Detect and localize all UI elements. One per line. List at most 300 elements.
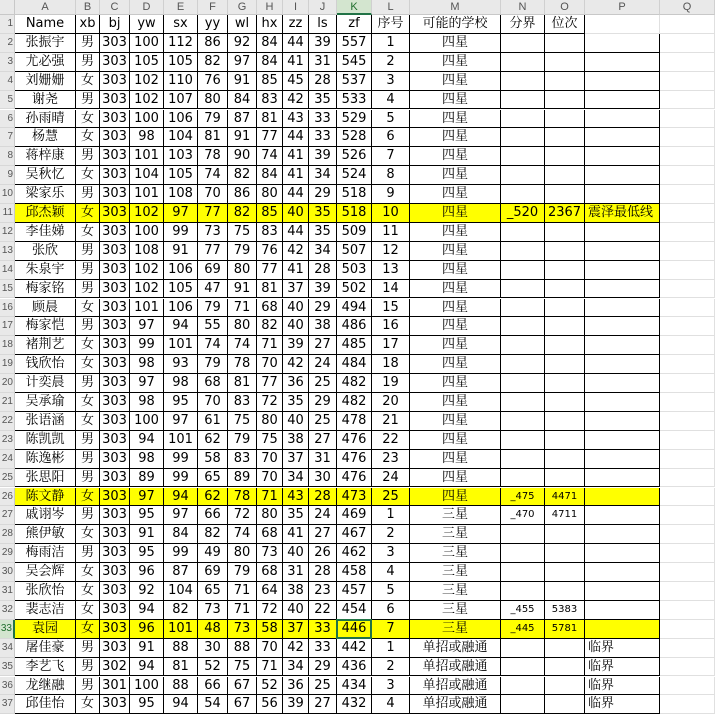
data-cell[interactable]: 303 bbox=[100, 620, 130, 639]
data-cell[interactable]: 2 bbox=[372, 658, 410, 677]
data-cell[interactable]: 6 bbox=[372, 128, 410, 147]
data-cell[interactable] bbox=[501, 544, 545, 563]
note-cell[interactable] bbox=[585, 582, 660, 601]
data-cell[interactable] bbox=[545, 128, 585, 147]
data-cell[interactable]: 94 bbox=[130, 601, 164, 620]
note-cell[interactable] bbox=[585, 469, 660, 488]
data-cell[interactable] bbox=[545, 223, 585, 242]
data-cell[interactable]: 71 bbox=[228, 582, 257, 601]
data-cell[interactable]: 85 bbox=[257, 204, 283, 223]
data-cell[interactable]: 509 bbox=[337, 223, 372, 242]
data-cell[interactable]: 97 bbox=[164, 204, 198, 223]
data-cell[interactable]: 女 bbox=[76, 128, 100, 147]
data-cell[interactable]: 四星 bbox=[410, 431, 501, 450]
name-cell[interactable]: 梅家铭 bbox=[15, 280, 76, 299]
data-cell[interactable]: 25 bbox=[309, 677, 337, 696]
row-header[interactable]: 16 bbox=[0, 299, 15, 318]
data-cell[interactable]: 28 bbox=[309, 261, 337, 280]
empty-cell[interactable] bbox=[660, 336, 715, 355]
data-cell[interactable]: 男 bbox=[76, 185, 100, 204]
header-cell[interactable]: 位次 bbox=[545, 15, 585, 34]
data-cell[interactable]: 82 bbox=[257, 317, 283, 336]
data-cell[interactable] bbox=[545, 658, 585, 677]
data-cell[interactable]: 99 bbox=[164, 450, 198, 469]
data-cell[interactable]: 303 bbox=[100, 544, 130, 563]
data-cell[interactable]: _475 bbox=[501, 488, 545, 507]
data-cell[interactable] bbox=[545, 317, 585, 336]
data-cell[interactable]: 80 bbox=[198, 91, 228, 110]
data-cell[interactable]: 75 bbox=[228, 658, 257, 677]
name-cell[interactable]: 尤必强 bbox=[15, 53, 76, 72]
data-cell[interactable]: 528 bbox=[337, 128, 372, 147]
data-cell[interactable]: 101 bbox=[164, 431, 198, 450]
data-cell[interactable]: 83 bbox=[228, 450, 257, 469]
data-cell[interactable] bbox=[501, 53, 545, 72]
column-header-k[interactable]: K bbox=[337, 0, 372, 15]
data-cell[interactable]: 79 bbox=[198, 355, 228, 374]
data-cell[interactable]: 男 bbox=[76, 658, 100, 677]
data-cell[interactable] bbox=[545, 72, 585, 91]
data-cell[interactable]: 男 bbox=[76, 374, 100, 393]
header-cell[interactable]: yy bbox=[198, 15, 228, 34]
note-cell[interactable]: 临界 bbox=[585, 658, 660, 677]
data-cell[interactable]: 533 bbox=[337, 91, 372, 110]
data-cell[interactable]: 18 bbox=[372, 355, 410, 374]
name-cell[interactable]: 张欣怡 bbox=[15, 582, 76, 601]
data-cell[interactable]: 男 bbox=[76, 450, 100, 469]
column-header-q[interactable]: Q bbox=[660, 0, 715, 15]
empty-cell[interactable] bbox=[660, 91, 715, 110]
data-cell[interactable] bbox=[545, 431, 585, 450]
data-cell[interactable]: 55 bbox=[198, 317, 228, 336]
data-cell[interactable]: 45 bbox=[283, 72, 309, 91]
header-cell[interactable]: wl bbox=[228, 15, 257, 34]
data-cell[interactable]: 男 bbox=[76, 431, 100, 450]
data-cell[interactable]: 70 bbox=[257, 639, 283, 658]
note-cell[interactable] bbox=[585, 223, 660, 242]
data-cell[interactable]: 518 bbox=[337, 204, 372, 223]
data-cell[interactable]: 单招或融通 bbox=[410, 639, 501, 658]
data-cell[interactable] bbox=[501, 110, 545, 129]
data-cell[interactable]: 303 bbox=[100, 601, 130, 620]
data-cell[interactable]: 4 bbox=[372, 563, 410, 582]
data-cell[interactable]: 四星 bbox=[410, 393, 501, 412]
data-cell[interactable]: 457 bbox=[337, 582, 372, 601]
note-cell[interactable] bbox=[585, 185, 660, 204]
name-cell[interactable]: 陈逸彬 bbox=[15, 450, 76, 469]
data-cell[interactable]: 40 bbox=[283, 317, 309, 336]
data-cell[interactable]: 19 bbox=[372, 374, 410, 393]
data-cell[interactable]: 88 bbox=[164, 639, 198, 658]
data-cell[interactable]: 95 bbox=[130, 695, 164, 714]
data-cell[interactable]: 303 bbox=[100, 34, 130, 53]
row-header[interactable]: 26 bbox=[0, 488, 15, 507]
data-cell[interactable] bbox=[501, 431, 545, 450]
data-cell[interactable]: 33 bbox=[309, 128, 337, 147]
data-cell[interactable]: 96 bbox=[130, 563, 164, 582]
data-cell[interactable] bbox=[545, 563, 585, 582]
data-cell[interactable]: 78 bbox=[198, 147, 228, 166]
data-cell[interactable]: 62 bbox=[198, 488, 228, 507]
data-cell[interactable]: 80 bbox=[228, 544, 257, 563]
data-cell[interactable]: 77 bbox=[257, 374, 283, 393]
empty-cell[interactable] bbox=[660, 317, 715, 336]
name-cell[interactable]: 张振宇 bbox=[15, 34, 76, 53]
data-cell[interactable]: 77 bbox=[198, 204, 228, 223]
data-cell[interactable]: 81 bbox=[257, 110, 283, 129]
data-cell[interactable]: 303 bbox=[100, 412, 130, 431]
data-cell[interactable]: 58 bbox=[198, 450, 228, 469]
data-cell[interactable] bbox=[545, 336, 585, 355]
row-header[interactable]: 22 bbox=[0, 412, 15, 431]
data-cell[interactable]: 女 bbox=[76, 601, 100, 620]
data-cell[interactable]: 71 bbox=[228, 601, 257, 620]
data-cell[interactable]: 70 bbox=[257, 450, 283, 469]
data-cell[interactable]: 男 bbox=[76, 242, 100, 261]
data-cell[interactable]: 52 bbox=[198, 658, 228, 677]
note-cell[interactable] bbox=[585, 393, 660, 412]
data-cell[interactable]: 72 bbox=[257, 601, 283, 620]
data-cell[interactable] bbox=[501, 34, 545, 53]
data-cell[interactable]: 1 bbox=[372, 639, 410, 658]
empty-cell[interactable] bbox=[660, 128, 715, 147]
data-cell[interactable]: 女 bbox=[76, 336, 100, 355]
data-cell[interactable]: 30 bbox=[198, 639, 228, 658]
data-cell[interactable]: 76 bbox=[198, 72, 228, 91]
data-cell[interactable]: 79 bbox=[198, 299, 228, 318]
data-cell[interactable]: 101 bbox=[130, 147, 164, 166]
data-cell[interactable]: 三星 bbox=[410, 601, 501, 620]
data-cell[interactable]: 69 bbox=[198, 261, 228, 280]
data-cell[interactable]: 66 bbox=[198, 506, 228, 525]
empty-cell[interactable] bbox=[660, 185, 715, 204]
data-cell[interactable] bbox=[545, 53, 585, 72]
data-cell[interactable]: 男 bbox=[76, 261, 100, 280]
note-cell[interactable] bbox=[585, 280, 660, 299]
data-cell[interactable] bbox=[545, 469, 585, 488]
data-cell[interactable]: 44 bbox=[283, 223, 309, 242]
row-header[interactable]: 12 bbox=[0, 223, 15, 242]
data-cell[interactable]: 11 bbox=[372, 223, 410, 242]
data-cell[interactable]: 24 bbox=[309, 355, 337, 374]
data-cell[interactable]: 女 bbox=[76, 223, 100, 242]
data-cell[interactable]: 单招或融通 bbox=[410, 695, 501, 714]
data-cell[interactable]: 303 bbox=[100, 431, 130, 450]
data-cell[interactable]: 105 bbox=[164, 53, 198, 72]
data-cell[interactable]: 女 bbox=[76, 412, 100, 431]
empty-cell[interactable] bbox=[660, 469, 715, 488]
data-cell[interactable]: 77 bbox=[257, 261, 283, 280]
data-cell[interactable]: 78 bbox=[228, 355, 257, 374]
data-cell[interactable]: 43 bbox=[283, 488, 309, 507]
data-cell[interactable]: 303 bbox=[100, 280, 130, 299]
data-cell[interactable]: 22 bbox=[309, 601, 337, 620]
row-header[interactable]: 3 bbox=[0, 53, 15, 72]
data-cell[interactable]: 四星 bbox=[410, 317, 501, 336]
name-cell[interactable]: 吴会辉 bbox=[15, 563, 76, 582]
data-cell[interactable]: 40 bbox=[283, 299, 309, 318]
note-cell[interactable] bbox=[585, 261, 660, 280]
note-cell[interactable] bbox=[585, 91, 660, 110]
data-cell[interactable] bbox=[545, 355, 585, 374]
empty-cell[interactable] bbox=[660, 488, 715, 507]
data-cell[interactable]: 97 bbox=[130, 374, 164, 393]
data-cell[interactable] bbox=[545, 91, 585, 110]
data-cell[interactable]: 467 bbox=[337, 525, 372, 544]
empty-cell[interactable] bbox=[660, 695, 715, 714]
data-cell[interactable] bbox=[501, 582, 545, 601]
data-cell[interactable]: 三星 bbox=[410, 620, 501, 639]
note-cell[interactable] bbox=[585, 317, 660, 336]
name-cell[interactable]: 李佳娣 bbox=[15, 223, 76, 242]
data-cell[interactable]: 101 bbox=[130, 299, 164, 318]
data-cell[interactable]: 2 bbox=[372, 525, 410, 544]
data-cell[interactable]: 78 bbox=[228, 488, 257, 507]
data-cell[interactable]: 303 bbox=[100, 110, 130, 129]
data-cell[interactable]: 67 bbox=[228, 695, 257, 714]
data-cell[interactable]: 486 bbox=[337, 317, 372, 336]
name-cell[interactable]: 龙继融 bbox=[15, 677, 76, 696]
data-cell[interactable]: _455 bbox=[501, 601, 545, 620]
row-header[interactable]: 32 bbox=[0, 601, 15, 620]
row-header[interactable]: 36 bbox=[0, 677, 15, 696]
header-cell[interactable]: 序号 bbox=[372, 15, 410, 34]
data-cell[interactable]: 432 bbox=[337, 695, 372, 714]
data-cell[interactable]: 99 bbox=[130, 336, 164, 355]
data-cell[interactable]: 68 bbox=[257, 525, 283, 544]
data-cell[interactable]: 97 bbox=[228, 53, 257, 72]
data-cell[interactable]: 80 bbox=[257, 185, 283, 204]
data-cell[interactable]: 74 bbox=[198, 336, 228, 355]
data-cell[interactable] bbox=[501, 412, 545, 431]
data-cell[interactable]: 436 bbox=[337, 658, 372, 677]
data-cell[interactable]: 87 bbox=[164, 563, 198, 582]
empty-cell[interactable] bbox=[660, 34, 715, 53]
data-cell[interactable]: 5383 bbox=[545, 601, 585, 620]
data-cell[interactable]: 106 bbox=[164, 299, 198, 318]
data-cell[interactable]: 男 bbox=[76, 639, 100, 658]
data-cell[interactable]: 42 bbox=[283, 91, 309, 110]
data-cell[interactable]: 四星 bbox=[410, 91, 501, 110]
data-cell[interactable]: 99 bbox=[164, 544, 198, 563]
data-cell[interactable]: 303 bbox=[100, 147, 130, 166]
data-cell[interactable]: 单招或融通 bbox=[410, 658, 501, 677]
data-cell[interactable]: 2367 bbox=[545, 204, 585, 223]
data-cell[interactable]: 四星 bbox=[410, 242, 501, 261]
data-cell[interactable]: 87 bbox=[228, 110, 257, 129]
data-cell[interactable]: 102 bbox=[130, 72, 164, 91]
column-header-l[interactable]: L bbox=[372, 0, 410, 15]
data-cell[interactable]: 303 bbox=[100, 91, 130, 110]
data-cell[interactable]: 80 bbox=[228, 261, 257, 280]
row-header[interactable]: 11 bbox=[0, 204, 15, 223]
data-cell[interactable]: 476 bbox=[337, 431, 372, 450]
data-cell[interactable]: 545 bbox=[337, 53, 372, 72]
data-cell[interactable]: 454 bbox=[337, 601, 372, 620]
data-cell[interactable]: 65 bbox=[198, 582, 228, 601]
data-cell[interactable]: 91 bbox=[228, 72, 257, 91]
empty-cell[interactable] bbox=[660, 450, 715, 469]
data-cell[interactable]: 95 bbox=[164, 393, 198, 412]
data-cell[interactable]: 男 bbox=[76, 147, 100, 166]
data-cell[interactable] bbox=[545, 147, 585, 166]
data-cell[interactable] bbox=[545, 261, 585, 280]
data-cell[interactable]: 73 bbox=[257, 544, 283, 563]
note-cell[interactable] bbox=[585, 544, 660, 563]
data-cell[interactable]: 29 bbox=[309, 185, 337, 204]
data-cell[interactable]: 35 bbox=[283, 393, 309, 412]
name-cell[interactable]: 裴志洁 bbox=[15, 601, 76, 620]
note-cell[interactable]: 临界 bbox=[585, 677, 660, 696]
data-cell[interactable]: 105 bbox=[164, 166, 198, 185]
empty-cell[interactable] bbox=[660, 15, 715, 34]
row-header[interactable]: 13 bbox=[0, 242, 15, 261]
data-cell[interactable]: 54 bbox=[198, 695, 228, 714]
empty-cell[interactable] bbox=[660, 620, 715, 639]
data-cell[interactable]: 69 bbox=[198, 563, 228, 582]
data-cell[interactable]: 100 bbox=[130, 677, 164, 696]
data-cell[interactable]: 301 bbox=[100, 677, 130, 696]
data-cell[interactable]: 17 bbox=[372, 336, 410, 355]
data-cell[interactable]: 男 bbox=[76, 469, 100, 488]
data-cell[interactable]: 四星 bbox=[410, 374, 501, 393]
data-cell[interactable]: 101 bbox=[130, 185, 164, 204]
data-cell[interactable]: 90 bbox=[228, 147, 257, 166]
data-cell[interactable] bbox=[545, 110, 585, 129]
empty-cell[interactable] bbox=[660, 355, 715, 374]
data-cell[interactable]: 476 bbox=[337, 450, 372, 469]
column-header-p[interactable]: P bbox=[585, 0, 660, 15]
name-cell[interactable]: 孙雨晴 bbox=[15, 110, 76, 129]
data-cell[interactable]: 31 bbox=[309, 450, 337, 469]
data-cell[interactable]: 91 bbox=[130, 639, 164, 658]
data-cell[interactable]: 303 bbox=[100, 695, 130, 714]
column-header-f[interactable]: F bbox=[198, 0, 228, 15]
data-cell[interactable]: 93 bbox=[164, 355, 198, 374]
data-cell[interactable]: 男 bbox=[76, 34, 100, 53]
row-header[interactable]: 21 bbox=[0, 393, 15, 412]
data-cell[interactable] bbox=[545, 393, 585, 412]
data-cell[interactable]: 84 bbox=[257, 34, 283, 53]
data-cell[interactable] bbox=[545, 166, 585, 185]
data-cell[interactable]: 20 bbox=[372, 393, 410, 412]
data-cell[interactable]: 73 bbox=[228, 620, 257, 639]
data-cell[interactable]: 91 bbox=[164, 242, 198, 261]
data-cell[interactable]: 104 bbox=[164, 128, 198, 147]
name-cell[interactable]: 张思阳 bbox=[15, 469, 76, 488]
data-cell[interactable]: 34 bbox=[283, 469, 309, 488]
data-cell[interactable]: 37 bbox=[283, 620, 309, 639]
data-cell[interactable]: 303 bbox=[100, 242, 130, 261]
empty-cell[interactable] bbox=[660, 658, 715, 677]
data-cell[interactable]: 434 bbox=[337, 677, 372, 696]
data-cell[interactable]: 31 bbox=[283, 563, 309, 582]
data-cell[interactable]: 4471 bbox=[545, 488, 585, 507]
data-cell[interactable]: 女 bbox=[76, 525, 100, 544]
data-cell[interactable]: 四星 bbox=[410, 280, 501, 299]
data-cell[interactable]: 男 bbox=[76, 53, 100, 72]
data-cell[interactable]: 79 bbox=[198, 110, 228, 129]
note-cell[interactable] bbox=[585, 299, 660, 318]
data-cell[interactable]: 33 bbox=[309, 620, 337, 639]
data-cell[interactable]: 75 bbox=[228, 223, 257, 242]
data-cell[interactable]: 303 bbox=[100, 355, 130, 374]
data-cell[interactable]: 524 bbox=[337, 166, 372, 185]
data-cell[interactable]: 71 bbox=[257, 488, 283, 507]
name-cell[interactable]: 梅雨洁 bbox=[15, 544, 76, 563]
name-cell[interactable]: 梅家恺 bbox=[15, 317, 76, 336]
empty-cell[interactable] bbox=[660, 601, 715, 620]
data-cell[interactable]: 494 bbox=[337, 299, 372, 318]
data-cell[interactable]: 98 bbox=[130, 450, 164, 469]
data-cell[interactable]: 70 bbox=[198, 185, 228, 204]
data-cell[interactable]: 39 bbox=[283, 695, 309, 714]
data-cell[interactable]: 35 bbox=[309, 223, 337, 242]
note-cell[interactable] bbox=[585, 147, 660, 166]
column-header-d[interactable]: D bbox=[130, 0, 164, 15]
data-cell[interactable]: 男 bbox=[76, 91, 100, 110]
data-cell[interactable]: 29 bbox=[309, 393, 337, 412]
name-cell[interactable]: 邱杰颖 bbox=[15, 204, 76, 223]
data-cell[interactable]: 303 bbox=[100, 450, 130, 469]
data-cell[interactable]: 106 bbox=[164, 110, 198, 129]
data-cell[interactable]: 303 bbox=[100, 128, 130, 147]
data-cell[interactable]: 42 bbox=[283, 355, 309, 374]
data-cell[interactable]: 81 bbox=[198, 128, 228, 147]
data-cell[interactable]: 5 bbox=[372, 110, 410, 129]
data-cell[interactable]: 82 bbox=[228, 166, 257, 185]
data-cell[interactable]: 86 bbox=[198, 34, 228, 53]
name-cell[interactable]: 邱佳怡 bbox=[15, 695, 76, 714]
note-cell[interactable] bbox=[585, 128, 660, 147]
data-cell[interactable]: 35 bbox=[309, 204, 337, 223]
data-cell[interactable]: 9 bbox=[372, 185, 410, 204]
data-cell[interactable]: 99 bbox=[164, 469, 198, 488]
data-cell[interactable]: 37 bbox=[283, 450, 309, 469]
data-cell[interactable]: 男 bbox=[76, 280, 100, 299]
data-cell[interactable]: 77 bbox=[198, 242, 228, 261]
name-cell[interactable]: 陈文静 bbox=[15, 488, 76, 507]
empty-cell[interactable] bbox=[660, 204, 715, 223]
data-cell[interactable]: 28 bbox=[309, 488, 337, 507]
data-cell[interactable]: 41 bbox=[283, 147, 309, 166]
data-cell[interactable]: 105 bbox=[164, 280, 198, 299]
empty-cell[interactable] bbox=[660, 53, 715, 72]
data-cell[interactable]: 94 bbox=[164, 695, 198, 714]
empty-cell[interactable] bbox=[660, 299, 715, 318]
data-cell[interactable]: _470 bbox=[501, 506, 545, 525]
data-cell[interactable]: 526 bbox=[337, 147, 372, 166]
data-cell[interactable]: 303 bbox=[100, 72, 130, 91]
data-cell[interactable]: 70 bbox=[257, 469, 283, 488]
data-cell[interactable]: 35 bbox=[309, 91, 337, 110]
row-header[interactable]: 14 bbox=[0, 261, 15, 280]
data-cell[interactable]: 23 bbox=[309, 582, 337, 601]
data-cell[interactable]: 303 bbox=[100, 488, 130, 507]
data-cell[interactable]: 85 bbox=[257, 72, 283, 91]
data-cell[interactable]: 10 bbox=[372, 204, 410, 223]
data-cell[interactable]: 98 bbox=[130, 393, 164, 412]
name-cell[interactable]: 陈凯凯 bbox=[15, 431, 76, 450]
data-cell[interactable]: 44 bbox=[283, 34, 309, 53]
data-cell[interactable]: 1 bbox=[372, 34, 410, 53]
data-cell[interactable]: 84 bbox=[257, 53, 283, 72]
data-cell[interactable]: 58 bbox=[257, 620, 283, 639]
data-cell[interactable] bbox=[545, 242, 585, 261]
column-header-c[interactable]: C bbox=[100, 0, 130, 15]
name-cell[interactable]: 朱泉宇 bbox=[15, 261, 76, 280]
data-cell[interactable]: 女 bbox=[76, 299, 100, 318]
